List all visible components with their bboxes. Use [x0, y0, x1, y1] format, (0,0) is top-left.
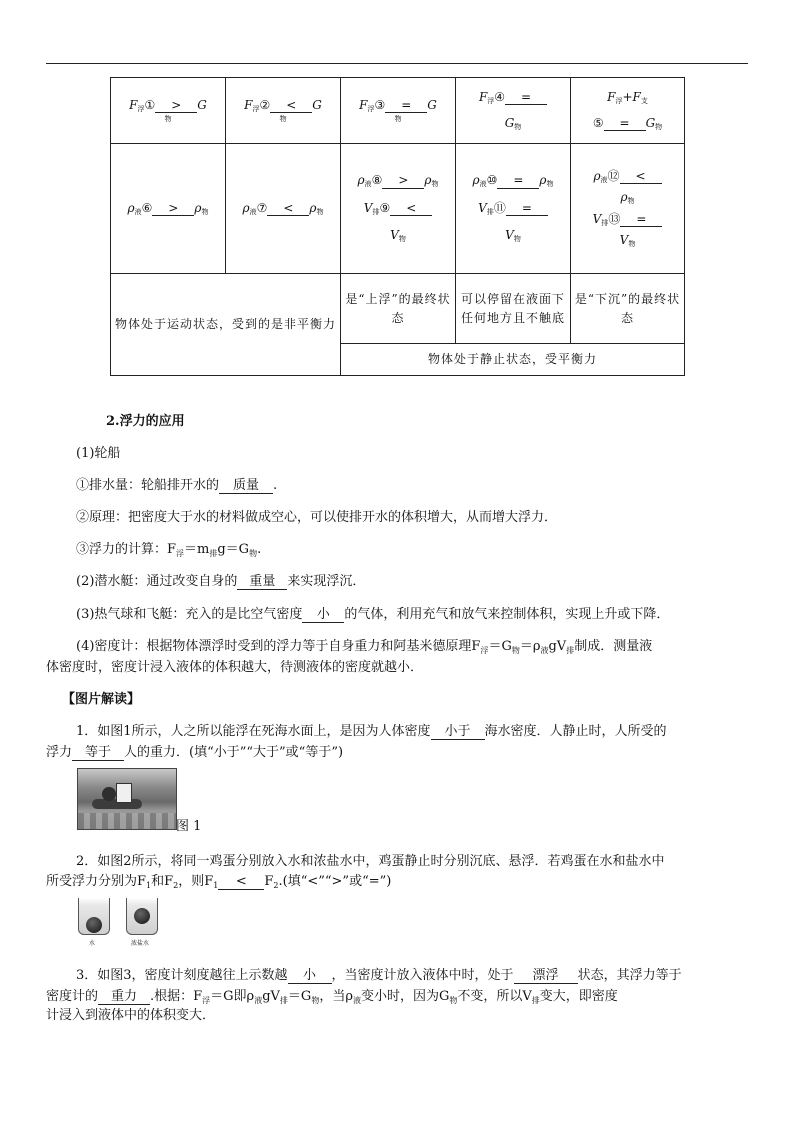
table-row-states	[111, 274, 685, 344]
cell-float-state: 是“上浮”的最终状态	[341, 274, 456, 344]
submarine-line: (2)潜水艇：通过改变自身的 重量 来实现浮沉．	[76, 570, 365, 590]
cell-r1-c2: $F_浮② < G$ 物	[226, 78, 341, 144]
blank-q1-force: 等于	[72, 741, 124, 761]
cell-motion-state: 物体处于运动状态，受到的是非平衡力	[111, 274, 341, 376]
ship-formula: ③浮力的计算：$F_浮=m_排g=G_物$.	[76, 542, 262, 558]
hydrometer-line-2: 体密度时，密度计浸入液体的体积越大，待测液体的密度就越小．	[46, 660, 424, 675]
beaker-water	[78, 898, 110, 935]
cell-r1-c5: $F_浮+F_支$ ⑤ = $G_物$	[571, 78, 685, 144]
beaker-brine-label: 浓盐水	[131, 940, 150, 947]
q3-line-2: 密度计的 重力 .根据：$F_浮=G$即$\rho_液gV_排=G_物$，当$\rho_液$变小时，因为$G_物$不变，所以$V_排$变大，即密度	[46, 985, 618, 1006]
q2-line-1: 2．如图2所示，将同一鸡蛋分别放入水和浓盐水中，鸡蛋静止时分别沉底、悬浮．若鸡蛋在水和盐水中	[76, 854, 665, 869]
ship-heading: (1)轮船	[76, 446, 121, 461]
section2-title: 2.浮力的应用	[106, 414, 185, 429]
cell-r2-c2: $\rho_液⑦ < \rho_物$	[226, 144, 341, 274]
cell-r1-c4: $F_浮④$ = $G_物$	[456, 78, 571, 144]
dead-sea-photo	[77, 768, 177, 830]
egg-sunk	[86, 917, 102, 933]
figure-reading-header: 【图片解读】	[62, 692, 141, 707]
cell-r1-c3: $F_浮③ = G$ 物	[341, 78, 456, 144]
table-row-force	[111, 78, 685, 144]
cell-r2-c5: $\rho_液⑫$ < $\rho_物$ $V_排⑬$ = $V_物$	[571, 144, 685, 274]
header-rule	[46, 63, 748, 64]
egg-suspended	[134, 908, 150, 924]
cell-r2-c4: $\rho_液⑩ = \rho_物$ $V_排⑪$ = $V_物$	[456, 144, 571, 274]
blank-q1-density: 小于	[431, 720, 485, 740]
blank-q3-state: 漂浮	[514, 964, 578, 984]
cell-r2-c3: $\rho_液⑧ > \rho_物$ $V_排⑨$ < $V_物$	[341, 144, 456, 274]
cell-r2-c1: $\rho_液⑥ > \rho_物$	[111, 144, 226, 274]
figure-1-caption: 图 1	[176, 819, 202, 834]
beaker-brine	[126, 898, 158, 935]
blank-q3-reading: 小	[288, 964, 332, 984]
blank-submarine: 重量	[237, 570, 287, 590]
q3-line-3: 计浸入到液体中的体积变大．	[46, 1008, 216, 1023]
cell-static-state: 物体处于静止状态，受平衡力	[341, 344, 685, 376]
q2-line-2: 所受浮力分别为$F_1$和$F_2$，则$F_1 < F_2$.(填“<”“>”或“=”)	[46, 874, 392, 890]
blank-q2-compare: <	[218, 874, 264, 890]
beaker-water-label: 水	[89, 940, 96, 947]
ship-displacement: ①排水量：轮船排开水的 质量 .	[76, 474, 277, 494]
cell-sink-state: 是“下沉”的最终状态	[571, 274, 685, 344]
blank-q3-force: 重力	[98, 985, 150, 1005]
cell-suspend-state: 可以停留在液面下任何地方且不触底	[456, 274, 571, 344]
cell-r1-c1: $F_浮① > G$ 物	[111, 78, 226, 144]
blank-displacement: 质量	[219, 474, 273, 494]
hydrometer-line-1: (4)密度计：根据物体漂浮时受到的浮力等于自身重力和阿基米德原理$F_浮=G_物=\rho_液gV_排$制成．测量液	[76, 639, 653, 655]
table-row-density	[111, 144, 685, 274]
q1-line-1: 1．如图1所示，人之所以能浮在死海水面上，是因为人体密度 小于 海水密度．人静止时，人所受的	[76, 720, 667, 740]
q1-line-2: 浮力 等于 人的重力．(填“小于”“大于”或“等于”)	[46, 741, 343, 761]
blank-balloon: 小	[302, 603, 344, 623]
buoyancy-conditions-table	[110, 77, 685, 376]
q3-line-1: 3．如图3，密度计刻度越往上示数越 小 ，当密度计放入液体中时，处于 漂浮 状态，其浮力等于	[76, 964, 682, 984]
ship-principle: ②原理：把密度大于水的材料做成空心，可以使排开水的体积增大，从而增大浮力．	[76, 510, 558, 525]
balloon-line: (3)热气球和飞艇：充入的是比空气密度 小 的气体，利用充气和放气来控制体积，实现上升或下降．	[76, 603, 669, 623]
